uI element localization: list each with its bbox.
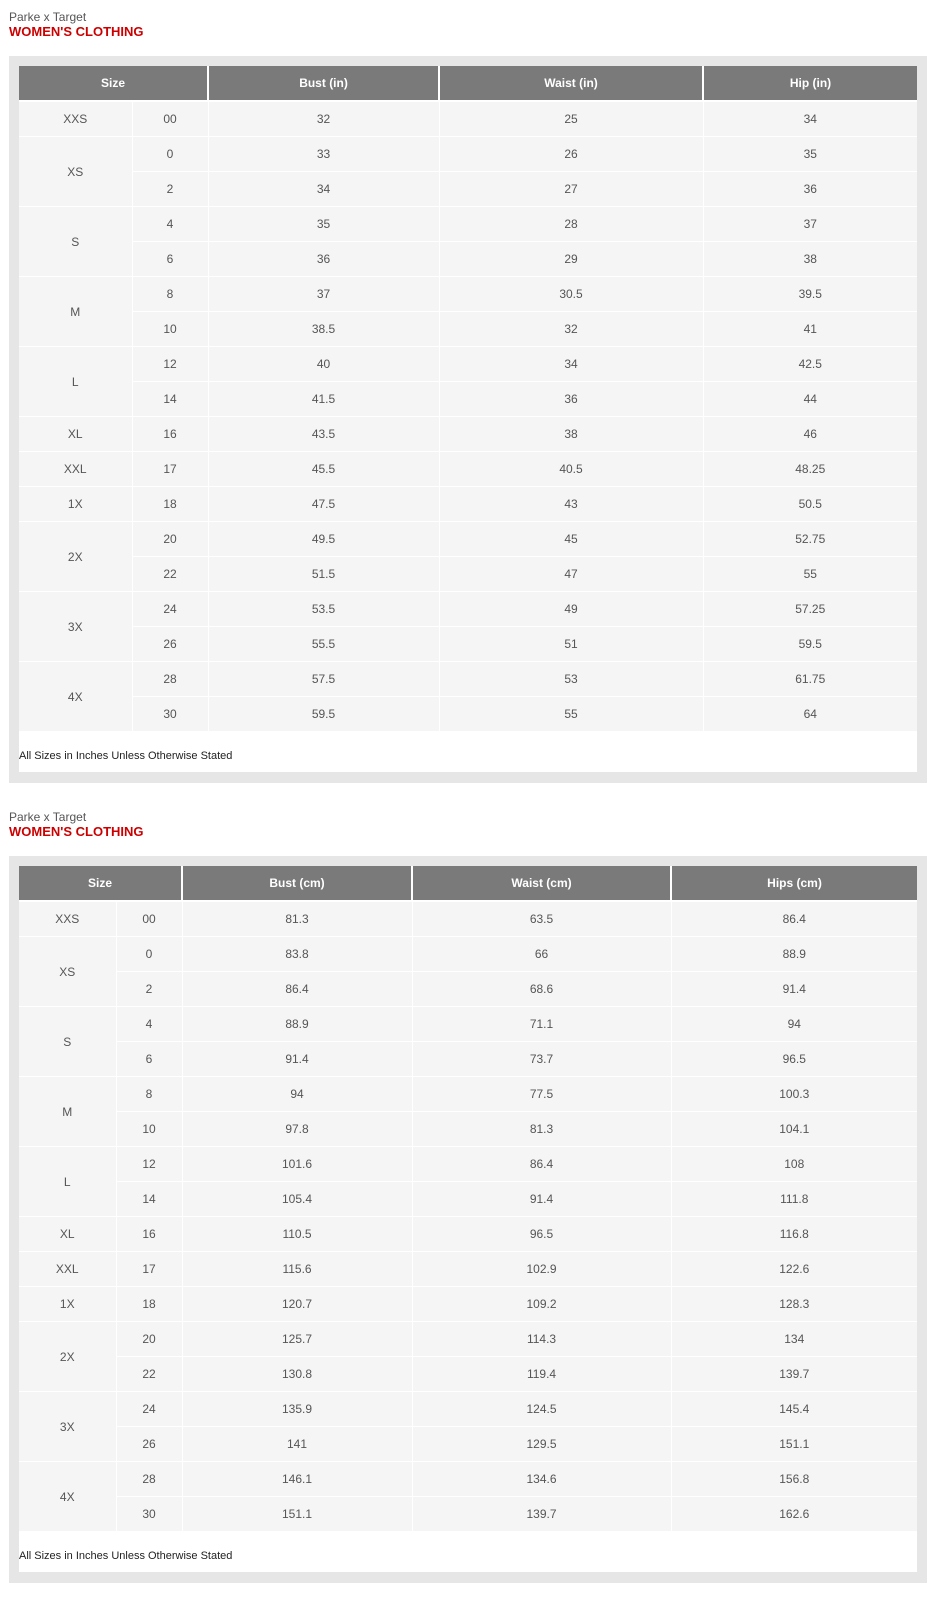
numeric-size-cell: 16 <box>116 1217 182 1252</box>
hip-cell: 34 <box>703 101 917 137</box>
waist-cell: 119.4 <box>412 1357 671 1392</box>
hip-cell: 52.75 <box>703 522 917 557</box>
hip-cell: 128.3 <box>671 1287 917 1322</box>
section-title: WOMEN'S CLOTHING <box>9 824 144 839</box>
table-row <box>19 137 917 172</box>
waist-cell: 71.1 <box>412 1007 671 1042</box>
table-row <box>19 972 917 1007</box>
letter-size-cell: XXL <box>19 1252 116 1287</box>
waist-cell: 36 <box>439 382 703 417</box>
hip-cell: 38 <box>703 242 917 277</box>
bust-cell: 146.1 <box>182 1462 412 1497</box>
bust-cell: 59.5 <box>208 697 439 732</box>
bust-cell: 125.7 <box>182 1322 412 1357</box>
waist-cell: 129.5 <box>412 1427 671 1462</box>
waist-cell: 51 <box>439 627 703 662</box>
footnote: All Sizes in Inches Unless Otherwise Stated <box>19 750 233 762</box>
numeric-size-cell: 0 <box>116 937 182 972</box>
header-row <box>19 866 917 901</box>
table-row <box>19 347 917 382</box>
table-row <box>19 1182 917 1217</box>
numeric-size-cell: 6 <box>132 242 208 277</box>
waist-cell: 28 <box>439 207 703 242</box>
bust-cell: 40 <box>208 347 439 382</box>
footnote: All Sizes in Inches Unless Otherwise Stated <box>19 1550 233 1562</box>
bust-cell: 33 <box>208 137 439 172</box>
letter-size-cell: L <box>19 347 132 417</box>
bust-cell: 55.5 <box>208 627 439 662</box>
hip-cell: 44 <box>703 382 917 417</box>
hip-cell: 162.6 <box>671 1497 917 1532</box>
table-row <box>19 697 917 732</box>
numeric-size-cell: 22 <box>132 557 208 592</box>
table-row <box>19 1497 917 1532</box>
table-row <box>19 382 917 417</box>
numeric-size-cell: 17 <box>132 452 208 487</box>
letter-size-cell: XL <box>19 1217 116 1252</box>
numeric-size-cell: 6 <box>116 1042 182 1077</box>
bust-cell: 38.5 <box>208 312 439 347</box>
hip-cell: 35 <box>703 137 917 172</box>
numeric-size-cell: 28 <box>132 662 208 697</box>
letter-size-cell: 2X <box>19 522 132 592</box>
table-row <box>19 522 917 557</box>
waist-cell: 81.3 <box>412 1112 671 1147</box>
numeric-size-cell: 14 <box>116 1182 182 1217</box>
numeric-size-cell: 4 <box>116 1007 182 1042</box>
hip-cell: 91.4 <box>671 972 917 1007</box>
hip-cell: 48.25 <box>703 452 917 487</box>
brand-line: Parke x Target <box>9 810 87 824</box>
waist-cell: 29 <box>439 242 703 277</box>
hip-cell: 36 <box>703 172 917 207</box>
hip-cell: 55 <box>703 557 917 592</box>
numeric-size-cell: 26 <box>116 1427 182 1462</box>
bust-cell: 141 <box>182 1427 412 1462</box>
hip-cell: 86.4 <box>671 901 917 937</box>
hip-cell: 39.5 <box>703 277 917 312</box>
table-row <box>19 1147 917 1182</box>
header-size: Size <box>19 866 182 901</box>
hip-cell: 151.1 <box>671 1427 917 1462</box>
bust-cell: 57.5 <box>208 662 439 697</box>
waist-cell: 66 <box>412 937 671 972</box>
numeric-size-cell: 30 <box>116 1497 182 1532</box>
letter-size-cell: M <box>19 1077 116 1147</box>
hip-cell: 145.4 <box>671 1392 917 1427</box>
bust-cell: 34 <box>208 172 439 207</box>
table-container <box>19 866 917 1572</box>
letter-size-cell: 4X <box>19 662 132 732</box>
header-bust: Bust (in) <box>208 66 439 101</box>
size-table <box>19 866 917 1532</box>
hip-cell: 57.25 <box>703 592 917 627</box>
numeric-size-cell: 20 <box>132 522 208 557</box>
waist-cell: 96.5 <box>412 1217 671 1252</box>
numeric-size-cell: 10 <box>132 312 208 347</box>
table-row <box>19 662 917 697</box>
header-bust: Bust (cm) <box>182 866 412 901</box>
hip-cell: 88.9 <box>671 937 917 972</box>
bust-cell: 43.5 <box>208 417 439 452</box>
hip-cell: 41 <box>703 312 917 347</box>
bust-cell: 115.6 <box>182 1252 412 1287</box>
table-row <box>19 1427 917 1462</box>
numeric-size-cell: 12 <box>116 1147 182 1182</box>
header-hip: Hip (in) <box>703 66 917 101</box>
hip-cell: 116.8 <box>671 1217 917 1252</box>
waist-cell: 109.2 <box>412 1287 671 1322</box>
hip-cell: 64 <box>703 697 917 732</box>
waist-cell: 102.9 <box>412 1252 671 1287</box>
waist-cell: 27 <box>439 172 703 207</box>
waist-cell: 25 <box>439 101 703 137</box>
hip-cell: 50.5 <box>703 487 917 522</box>
table-row <box>19 1007 917 1042</box>
table-body <box>19 101 917 732</box>
table-row <box>19 901 917 937</box>
table-row <box>19 1112 917 1147</box>
numeric-size-cell: 18 <box>116 1287 182 1322</box>
letter-size-cell: XXS <box>19 901 116 937</box>
brand-line: Parke x Target <box>9 10 87 24</box>
numeric-size-cell: 8 <box>116 1077 182 1112</box>
waist-cell: 63.5 <box>412 901 671 937</box>
bust-cell: 151.1 <box>182 1497 412 1532</box>
table-row <box>19 1252 917 1287</box>
numeric-size-cell: 2 <box>132 172 208 207</box>
header-row <box>19 66 917 101</box>
hip-cell: 61.75 <box>703 662 917 697</box>
table-container <box>19 66 917 772</box>
waist-cell: 47 <box>439 557 703 592</box>
bust-cell: 120.7 <box>182 1287 412 1322</box>
table-row <box>19 1462 917 1497</box>
bust-cell: 105.4 <box>182 1182 412 1217</box>
section-title: WOMEN'S CLOTHING <box>9 24 144 39</box>
numeric-size-cell: 12 <box>132 347 208 382</box>
hip-cell: 96.5 <box>671 1042 917 1077</box>
numeric-size-cell: 24 <box>132 592 208 627</box>
letter-size-cell: XL <box>19 417 132 452</box>
table-row <box>19 101 917 137</box>
table-row <box>19 627 917 662</box>
letter-size-cell: 3X <box>19 1392 116 1462</box>
waist-cell: 139.7 <box>412 1497 671 1532</box>
bust-cell: 110.5 <box>182 1217 412 1252</box>
hip-cell: 104.1 <box>671 1112 917 1147</box>
waist-cell: 38 <box>439 417 703 452</box>
bust-cell: 86.4 <box>182 972 412 1007</box>
letter-size-cell: M <box>19 277 132 347</box>
bust-cell: 94 <box>182 1077 412 1112</box>
bust-cell: 36 <box>208 242 439 277</box>
bust-cell: 88.9 <box>182 1007 412 1042</box>
hip-cell: 122.6 <box>671 1252 917 1287</box>
bust-cell: 83.8 <box>182 937 412 972</box>
numeric-size-cell: 8 <box>132 277 208 312</box>
size-table <box>19 66 917 732</box>
waist-cell: 73.7 <box>412 1042 671 1077</box>
table-row <box>19 277 917 312</box>
letter-size-cell: S <box>19 1007 116 1077</box>
waist-cell: 40.5 <box>439 452 703 487</box>
hip-cell: 139.7 <box>671 1357 917 1392</box>
numeric-size-cell: 16 <box>132 417 208 452</box>
waist-cell: 49 <box>439 592 703 627</box>
numeric-size-cell: 24 <box>116 1392 182 1427</box>
numeric-size-cell: 18 <box>132 487 208 522</box>
numeric-size-cell: 20 <box>116 1322 182 1357</box>
waist-cell: 32 <box>439 312 703 347</box>
hip-cell: 42.5 <box>703 347 917 382</box>
bust-cell: 49.5 <box>208 522 439 557</box>
table-row <box>19 592 917 627</box>
hip-cell: 134 <box>671 1322 917 1357</box>
hip-cell: 59.5 <box>703 627 917 662</box>
waist-cell: 45 <box>439 522 703 557</box>
waist-cell: 86.4 <box>412 1147 671 1182</box>
bust-cell: 51.5 <box>208 557 439 592</box>
bust-cell: 91.4 <box>182 1042 412 1077</box>
table-row <box>19 937 917 972</box>
header-waist: Waist (in) <box>439 66 703 101</box>
hip-cell: 46 <box>703 417 917 452</box>
letter-size-cell: XXL <box>19 452 132 487</box>
table-row <box>19 557 917 592</box>
header-hip: Hips (cm) <box>671 866 917 901</box>
table-row <box>19 417 917 452</box>
waist-cell: 26 <box>439 137 703 172</box>
hip-cell: 37 <box>703 207 917 242</box>
bust-cell: 41.5 <box>208 382 439 417</box>
table-row <box>19 242 917 277</box>
letter-size-cell: S <box>19 207 132 277</box>
waist-cell: 34 <box>439 347 703 382</box>
table-row <box>19 1392 917 1427</box>
numeric-size-cell: 2 <box>116 972 182 1007</box>
numeric-size-cell: 22 <box>116 1357 182 1392</box>
bust-cell: 47.5 <box>208 487 439 522</box>
table-panel <box>9 56 927 783</box>
letter-size-cell: 1X <box>19 487 132 522</box>
numeric-size-cell: 17 <box>116 1252 182 1287</box>
waist-cell: 53 <box>439 662 703 697</box>
bust-cell: 35 <box>208 207 439 242</box>
numeric-size-cell: 26 <box>132 627 208 662</box>
waist-cell: 68.6 <box>412 972 671 1007</box>
bust-cell: 37 <box>208 277 439 312</box>
hip-cell: 156.8 <box>671 1462 917 1497</box>
header-size: Size <box>19 66 208 101</box>
bust-cell: 81.3 <box>182 901 412 937</box>
table-panel <box>9 856 927 1583</box>
bust-cell: 97.8 <box>182 1112 412 1147</box>
numeric-size-cell: 28 <box>116 1462 182 1497</box>
bust-cell: 53.5 <box>208 592 439 627</box>
table-row <box>19 207 917 242</box>
bust-cell: 45.5 <box>208 452 439 487</box>
bust-cell: 135.9 <box>182 1392 412 1427</box>
letter-size-cell: 1X <box>19 1287 116 1322</box>
table-row <box>19 1357 917 1392</box>
numeric-size-cell: 4 <box>132 207 208 242</box>
table-row <box>19 172 917 207</box>
numeric-size-cell: 14 <box>132 382 208 417</box>
bust-cell: 32 <box>208 101 439 137</box>
waist-cell: 134.6 <box>412 1462 671 1497</box>
waist-cell: 43 <box>439 487 703 522</box>
table-row <box>19 487 917 522</box>
table-row <box>19 1042 917 1077</box>
letter-size-cell: XS <box>19 937 116 1007</box>
header-waist: Waist (cm) <box>412 866 671 901</box>
waist-cell: 124.5 <box>412 1392 671 1427</box>
letter-size-cell: L <box>19 1147 116 1217</box>
bust-cell: 101.6 <box>182 1147 412 1182</box>
letter-size-cell: 4X <box>19 1462 116 1532</box>
table-row <box>19 1217 917 1252</box>
table-row <box>19 452 917 487</box>
waist-cell: 114.3 <box>412 1322 671 1357</box>
hip-cell: 108 <box>671 1147 917 1182</box>
table-row <box>19 1077 917 1112</box>
numeric-size-cell: 30 <box>132 697 208 732</box>
table-row <box>19 1287 917 1322</box>
letter-size-cell: 2X <box>19 1322 116 1392</box>
letter-size-cell: 3X <box>19 592 132 662</box>
waist-cell: 91.4 <box>412 1182 671 1217</box>
table-row <box>19 1322 917 1357</box>
numeric-size-cell: 10 <box>116 1112 182 1147</box>
bust-cell: 130.8 <box>182 1357 412 1392</box>
numeric-size-cell: 00 <box>116 901 182 937</box>
waist-cell: 77.5 <box>412 1077 671 1112</box>
waist-cell: 55 <box>439 697 703 732</box>
table-row <box>19 312 917 347</box>
letter-size-cell: XXS <box>19 101 132 137</box>
table-body <box>19 901 917 1532</box>
hip-cell: 94 <box>671 1007 917 1042</box>
hip-cell: 100.3 <box>671 1077 917 1112</box>
waist-cell: 30.5 <box>439 277 703 312</box>
letter-size-cell: XS <box>19 137 132 207</box>
numeric-size-cell: 0 <box>132 137 208 172</box>
numeric-size-cell: 00 <box>132 101 208 137</box>
hip-cell: 111.8 <box>671 1182 917 1217</box>
